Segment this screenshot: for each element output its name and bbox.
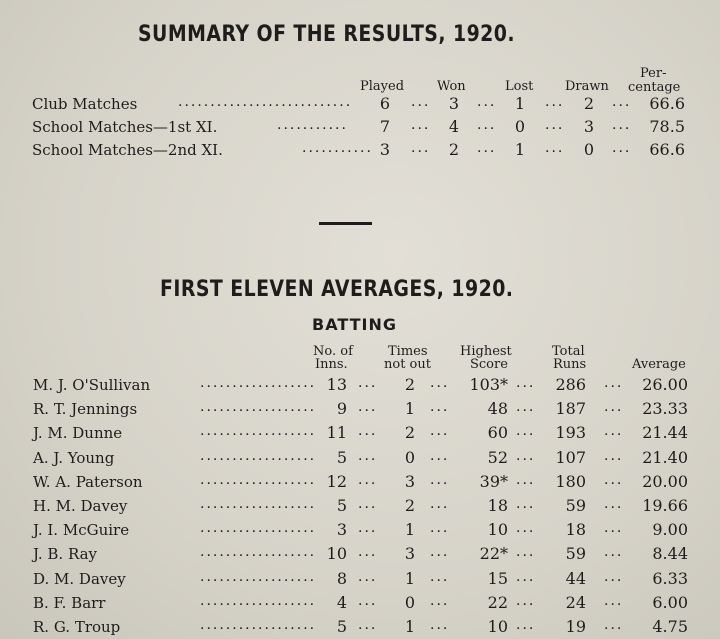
summary-row-won: 2 (448, 140, 460, 159)
batting-row-leader: ... (604, 568, 624, 585)
summary-row-leader: ... (477, 117, 497, 133)
batting-row-leader: ... (604, 447, 624, 464)
summary-row-leader: ... (612, 140, 632, 156)
summary-row-leader: ... (411, 117, 431, 133)
summary-row-drawn: 2 (583, 94, 595, 113)
summary-row-percentage: 66.6 (649, 94, 685, 113)
col-header-lost: Lost (505, 79, 534, 94)
batting-subtitle: BATTING (312, 315, 398, 334)
summary-row-lost: 1 (514, 94, 526, 113)
batting-row-not-out: 3 (404, 471, 416, 491)
batting-row-runs: 59 (565, 544, 586, 564)
batting-row-name: J. B. Ray (33, 545, 97, 564)
batting-row-leader: .................. (200, 617, 317, 633)
batting-row-runs: 193 (555, 423, 586, 443)
summary-row-leader: ... (411, 94, 431, 110)
batting-row-leader: ... (430, 544, 450, 561)
batting-row-innings: 8 (336, 568, 347, 588)
batting-row-leader: ... (604, 496, 624, 512)
batting-row-innings: 5 (336, 617, 347, 636)
batting-row-average: 23.33 (642, 399, 688, 419)
batting-row-not-out: 1 (404, 617, 416, 636)
batting-row-leader: ... (516, 568, 536, 585)
batting-row-leader: ... (604, 520, 624, 537)
batting-row-leader: ... (516, 399, 536, 416)
batting-row-leader: ... (516, 375, 536, 391)
batting-row-highest: 52 (487, 447, 508, 467)
batting-row-leader: ... (358, 375, 378, 391)
batting-row-runs: 187 (555, 399, 586, 419)
batting-row-highest: 10 (487, 520, 508, 540)
summary-row-won: 3 (448, 94, 460, 113)
summary-row-leader: ........... (277, 117, 348, 133)
batting-row-innings: 5 (336, 496, 347, 515)
batting-row-leader: ... (430, 471, 450, 488)
batting-row-runs: 107 (555, 447, 586, 467)
batting-row-leader: ... (516, 447, 536, 464)
batting-row-leader: .................. (200, 496, 317, 512)
batting-row-leader: ... (358, 617, 378, 633)
batting-row-leader: ... (358, 471, 378, 488)
batting-row-leader: ... (516, 471, 536, 488)
summary-title: SUMMARY OF THE RESULTS, 1920. (138, 22, 515, 47)
col-header-not-out-line2: not out (384, 357, 431, 372)
summary-row-percentage: 78.5 (649, 117, 685, 136)
batting-row-innings: 4 (336, 592, 347, 612)
batting-row-name: R. G. Troup (33, 618, 121, 636)
summary-row-played: 7 (379, 117, 391, 136)
batting-row-name: W. A. Paterson (33, 472, 143, 491)
batting-row-innings: 10 (326, 544, 347, 564)
batting-row-leader: ... (516, 592, 536, 609)
batting-row-average: 20.00 (642, 471, 688, 491)
summary-row-leader: ... (477, 94, 497, 110)
summary-row-leader: ... (545, 94, 565, 110)
batting-row-name: B. F. Barr (33, 593, 106, 612)
batting-row-leader: ... (358, 544, 378, 561)
batting-row-leader: .................. (200, 520, 317, 537)
batting-row-innings: 9 (336, 399, 347, 419)
col-header-highest-line1: Highest (460, 344, 512, 359)
col-header-won: Won (437, 79, 466, 94)
batting-row-average: 19.66 (642, 496, 688, 515)
batting-row-leader: .................. (200, 447, 317, 464)
batting-row-not-out: 1 (404, 520, 416, 540)
batting-row-leader: .................. (200, 423, 317, 440)
batting-row-name: M. J. O'Sullivan (33, 376, 151, 394)
batting-row-leader: ... (604, 617, 624, 633)
batting-row-name: J. I. McGuire (33, 521, 130, 540)
col-header-total-line2: Runs (553, 357, 587, 372)
col-header-innings-line2: Inns. (315, 357, 348, 372)
batting-row-runs: 180 (555, 471, 586, 491)
batting-row-highest: 15 (487, 568, 508, 588)
batting-row-not-out: 1 (404, 568, 416, 588)
batting-row-highest: 103* (469, 375, 508, 394)
batting-row-leader: .................. (200, 592, 317, 609)
summary-row-label: Club Matches (32, 95, 138, 113)
batting-row-average: 21.40 (642, 447, 688, 467)
batting-row-name: J. M. Dunne (33, 424, 123, 443)
batting-row-leader: ... (358, 399, 378, 416)
batting-row-not-out: 2 (404, 496, 416, 515)
summary-row-lost: 0 (514, 117, 526, 136)
batting-row-average: 21.44 (642, 423, 688, 443)
batting-row-average: 6.00 (652, 592, 688, 612)
batting-row-leader: ... (430, 447, 450, 464)
summary-row-label: School Matches—2nd XI. (32, 141, 223, 159)
batting-row-highest: 60 (487, 423, 508, 443)
col-header-percentage-line1: Per- (640, 66, 667, 81)
batting-row-leader: ... (604, 471, 624, 488)
batting-row-leader: ... (430, 496, 450, 512)
batting-row-leader: ... (516, 544, 536, 561)
batting-row-leader: ... (516, 496, 536, 512)
batting-row-leader: ... (358, 447, 378, 464)
batting-row-average: 4.75 (652, 617, 688, 636)
summary-row-played: 6 (379, 94, 391, 113)
batting-row-highest: 39* (479, 471, 508, 491)
col-header-not-out-line1: Times (388, 344, 428, 359)
batting-row-not-out: 0 (404, 592, 416, 612)
batting-row-leader: .................. (200, 544, 317, 561)
summary-row-leader: ... (411, 140, 431, 156)
batting-row-leader: ... (430, 592, 450, 609)
batting-row-innings: 3 (336, 520, 347, 540)
batting-row-leader: ... (358, 568, 378, 585)
batting-row-average: 6.33 (652, 568, 688, 588)
summary-row-leader: ... (477, 140, 497, 156)
batting-row-average: 26.00 (642, 375, 688, 394)
batting-row-not-out: 0 (404, 447, 416, 467)
summary-row-leader: ........... (302, 140, 373, 156)
batting-row-leader: ... (430, 375, 450, 391)
batting-row-leader: ... (430, 617, 450, 633)
summary-row-leader: ... (612, 94, 632, 110)
batting-row-name: R. T. Jennings (33, 400, 138, 419)
col-header-highest-line2: Score (470, 357, 508, 372)
batting-row-leader: .................. (200, 471, 317, 488)
batting-row-highest: 22 (487, 592, 508, 612)
batting-row-leader: ... (604, 375, 624, 391)
batting-row-name: D. M. Davey (33, 569, 126, 588)
batting-row-not-out: 3 (404, 544, 416, 564)
batting-row-leader: ... (604, 544, 624, 561)
batting-row-leader: ... (516, 520, 536, 537)
col-header-percentage-line2: centage (628, 80, 681, 95)
summary-row-leader: ........................... (178, 94, 353, 110)
summary-row-drawn: 0 (583, 140, 595, 159)
batting-row-average: 8.44 (652, 544, 688, 564)
col-header-played: Played (360, 79, 405, 94)
col-header-total-line1: Total (552, 344, 585, 359)
batting-row-innings: 5 (336, 447, 347, 467)
batting-row-name: A. J. Young (33, 448, 115, 467)
section-divider (319, 222, 372, 225)
summary-row-label: School Matches—1st XI. (32, 118, 218, 136)
batting-row-innings: 11 (326, 423, 347, 443)
batting-row-innings: 13 (326, 375, 347, 394)
batting-row-name: H. M. Davey (33, 497, 128, 515)
batting-row-leader: .................. (200, 568, 317, 585)
batting-row-runs: 24 (565, 592, 586, 612)
batting-row-leader: ... (516, 423, 536, 440)
summary-row-leader: ... (545, 117, 565, 133)
batting-row-average: 9.00 (652, 520, 688, 540)
batting-row-not-out: 2 (404, 375, 416, 394)
col-header-innings-line1: No. of (313, 344, 353, 359)
summary-row-leader: ... (612, 117, 632, 133)
summary-row-percentage: 66.6 (649, 140, 685, 159)
batting-row-runs: 44 (565, 568, 586, 588)
batting-row-highest: 22* (479, 544, 508, 564)
batting-row-not-out: 2 (404, 423, 416, 443)
batting-row-leader: ... (604, 423, 624, 440)
batting-row-leader: .................. (200, 375, 317, 391)
batting-row-leader: ... (604, 399, 624, 416)
batting-row-leader: ... (358, 423, 378, 440)
batting-row-runs: 19 (565, 617, 586, 636)
batting-row-runs: 18 (565, 520, 586, 540)
col-header-average: Average (632, 357, 686, 372)
batting-row-leader: ... (358, 592, 378, 609)
batting-row-runs: 59 (565, 496, 586, 515)
batting-row-leader: ... (358, 496, 378, 512)
batting-row-leader: ... (430, 399, 450, 416)
summary-row-leader: ... (545, 140, 565, 156)
batting-row-runs: 286 (555, 375, 586, 394)
batting-row-leader: ... (516, 617, 536, 633)
summary-row-won: 4 (448, 117, 460, 136)
batting-row-highest: 10 (487, 617, 508, 636)
col-header-drawn: Drawn (565, 79, 609, 94)
batting-row-highest: 18 (487, 496, 508, 515)
batting-row-leader: ... (604, 592, 624, 609)
batting-row-highest: 48 (487, 399, 508, 419)
summary-row-played: 3 (379, 140, 391, 159)
summary-row-drawn: 3 (583, 117, 595, 136)
batting-row-leader: ... (430, 520, 450, 537)
averages-title: FIRST ELEVEN AVERAGES, 1920. (160, 277, 514, 302)
batting-row-not-out: 1 (404, 399, 416, 419)
batting-row-leader: ... (358, 520, 378, 537)
batting-row-leader: .................. (200, 399, 317, 416)
batting-row-leader: ... (430, 423, 450, 440)
summary-row-lost: 1 (514, 140, 526, 159)
batting-row-innings: 12 (326, 471, 347, 491)
batting-row-leader: ... (430, 568, 450, 585)
